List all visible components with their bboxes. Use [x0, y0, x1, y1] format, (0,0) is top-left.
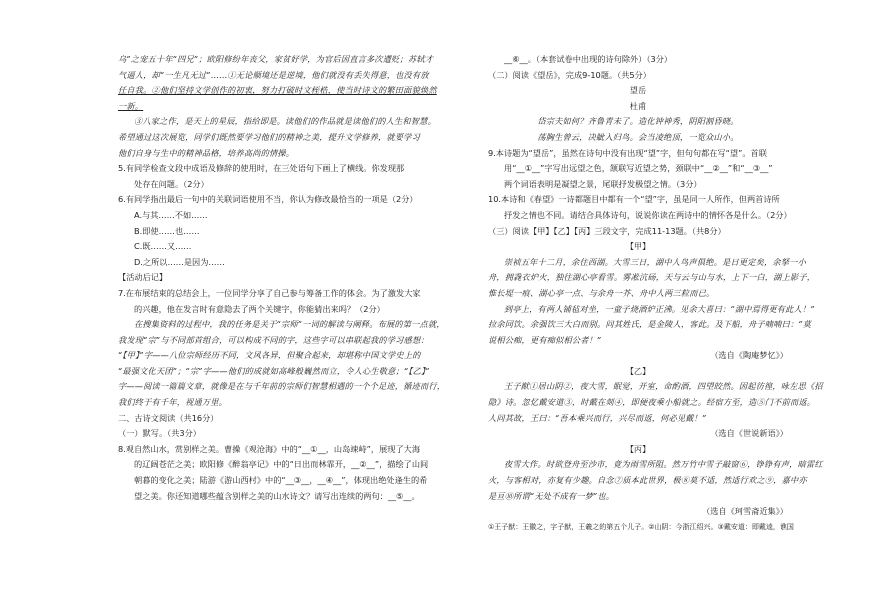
right-text-line: 隐》诗。忽忆戴安道③，时戴在剡④，即便夜乘小船就之。经宿方至，造⑤门不前而返。: [488, 397, 816, 408]
right-text-line: 是亘⑩所谓“无处不成有一梦”也。: [488, 490, 615, 501]
left-text-line: 乌”之宠五十年“四兄”；欧阳修纷年丧父，家贫好学，为官后因直言多次遭贬；苏轼才: [118, 54, 434, 64]
left-text-line: B.即使……也……: [134, 225, 200, 236]
right-text-line: 9.本诗题为“望岳”，虽然在诗句中没有出现“望”字，但句句都在写“望”。首联: [488, 147, 767, 158]
left-text-line: A.与其……不如……: [134, 209, 208, 220]
right-column: [488, 52, 823, 535]
right-text-line: 崇祯五年十二月，余住西湖。大雪三日，湖中人鸟声俱绝。是日更定矣，余拏一小: [504, 256, 806, 267]
left-text-line: （一）默写。（共3分）: [118, 428, 201, 439]
right-text-line: （二）阅读《望岳》，完成9-10题。（共5分）: [488, 69, 651, 80]
right-text-line: 拉余同饮。余强饮三大白而别。问其姓氏，是金陵人，客此。及下船，舟子喃喃曰：“莫: [488, 319, 812, 330]
right-text-line: 望岳: [629, 85, 647, 96]
left-text-line: 望之美。你还知道哪些蕴含别样之美的山水诗文？请写出连续的两句：__⑤__。: [134, 490, 420, 501]
right-text-line: 【丙】: [625, 443, 651, 454]
left-text-line: 在搜集资料的过程中，我的任务是关于“宗师”一词的解读与阐释。布展的第一点就，: [134, 319, 445, 330]
left-text-line: 一新。: [118, 100, 144, 111]
left-text-line: 朝暮的变化之美；陆游《游山西村》中的“__③__，__④__”，体现出绝处逢生的希: [134, 475, 428, 486]
right-text-line: 10.本诗和《春望》一诗都题目中都有一个“望”字，虽是同一人所作，但两首诗所: [488, 194, 780, 205]
right-text-line: 杜甫: [629, 100, 647, 111]
right-text-line: （三）阅读【甲】【乙】【丙】三段文字，完成11-13题。（共8分）: [488, 225, 726, 236]
left-text-line: “【甲】”字——八位宗师经历不同，文风各异，但聚合起来，却堪称中国文学史上的: [118, 350, 421, 361]
left-text-line: 二、古诗文阅读（共16分）: [118, 412, 219, 423]
right-text-line: 惟长堤一痕、湖心亭一点、与余舟一芥、舟中人两三粒而已。: [488, 287, 715, 298]
left-text-line: C.既……又……: [134, 241, 192, 252]
left-text-line: 7.在布展结束的总结会上，一位同学分享了自己参与筹备工作的体会。为了激发大家: [118, 287, 421, 298]
right-text-line: 岱宗夫如何？齐鲁青未了。造化钟神秀，阴阳割昏晓。: [537, 116, 739, 127]
left-text-line: 我们终于有千年，视通万里。: [118, 397, 228, 408]
left-text-line: 的辽阔苍茫之美；欧阳修《醉翁亭记》中的“日出而林霏开，__②__”，描绘了山间: [134, 459, 429, 470]
left-column: [118, 52, 446, 504]
left-text-line: ③八家之作，是天上的星辰，指给即是。读他们的作品就是读他们的人生和智慧。: [134, 116, 436, 127]
left-text-line: 【活动后记】: [118, 272, 168, 283]
right-text-line: 抒发之情也不同。请结合具体诗句，说说你读在两诗中的情怀各是什么。（2分）: [504, 209, 792, 220]
right-text-line: 【甲】: [625, 241, 651, 252]
right-text-line: （选自《珂雪斋近集》）: [702, 506, 788, 517]
left-text-line: D.之所以……是因为……: [134, 256, 225, 267]
left-text-line: 字——阅读一篇篇文章，就像是在与千年前的宗师们智慧相遇的一个个足迹，循迹而行，: [118, 381, 446, 392]
right-text-line: 到亭上，有两人铺毡对坐，一童子烧酒炉正沸。见余大喜曰：“湖中焉得更有此人！”: [504, 303, 815, 314]
left-text-line: 希望通过这次展览，同学们既然要学习他们的精神之美，提升文学修养，就要学习: [118, 131, 420, 142]
right-text-line: 王子猷①居山阴②，夜大雪，眠觉，开室，命酌酒，四望皎然。因起彷徨，咏左思《招: [504, 381, 823, 392]
right-text-line: 荡胸生曾云，决眦入归鸟。会当凌绝顶，一览众山小。: [537, 131, 739, 142]
left-text-line: 6.有同学指出最后一句中的关联词语使用不当，你认为修改最恰当的一项是（2分）: [118, 194, 418, 205]
right-text-line: ①王子猷：王徽之，字子猷，王羲之的第五个儿子。②山阴：今浙江绍兴。③戴安道：即戴逵，谯国: [488, 522, 794, 531]
right-text-line: 两个词语表明是凝望之景，尾联抒发极望之情。（3分）: [504, 178, 702, 189]
left-text-line: “最强文化天团”；“宗”字——他们的成就如高峰般巍然而立，令人心生敬意；“【乙】”: [118, 365, 430, 376]
right-text-line: （选自《陶庵梦忆》）: [710, 350, 788, 361]
right-text-line: 人问其故，王曰：“吾本乘兴而行，兴尽而返，何必见戴！”: [488, 412, 707, 423]
right-text-line: 舟，拥毳衣炉火，独往湖心亭看雪。雾凇沆砀，天与云与山与水，上下一白，湖上影子，: [488, 272, 816, 283]
right-text-line: （选自《世说新语》）: [710, 428, 788, 439]
left-text-line: 我发现“宗”与不同部首组合，可以构成不同的字，这些字可以串联起我的学习感想：: [118, 334, 429, 345]
left-text-line: 处存在问题。（2分）: [134, 178, 209, 189]
right-text-line: 火，与客相对，亦复有少趣。自念⑦质本此世界，极⑧莫不适，然适行欢之⑨，嘉中亦: [488, 475, 807, 486]
left-text-line: 他们自身与生中的精神品格，培养高尚的情操。: [118, 147, 295, 158]
left-text-line: 5.有同学检查文段中成语及修辞的使用时，在三处语句下画上了横线。你发现那: [118, 163, 405, 174]
right-text-line: __⑥__。（本套试卷中出现的诗句除外）（3分）: [504, 54, 673, 64]
right-text-line: 说相公痴，更有痴似相公者！”: [488, 334, 602, 345]
right-text-line: 【乙】: [625, 365, 651, 376]
left-text-line: 8.观自然山水，赏别样之美。曹操《观沧海》中的“__①__，山岛竦峙”，展现了大海: [118, 443, 421, 454]
left-text-line: 气逼人，却“一生凡无过”……①无论顺境还是逆境，他们就没有丢失得意，也没有放: [118, 69, 429, 80]
left-text-line: 任自我。②他们坚持文学创作的初衷，努力打破时文桎梏，使当时诗文的繁田面貌焕然: [118, 85, 437, 96]
right-text-line: 夜雪大作。时欲登舟至沙市，竟为雨雪所阻。然万竹中雪子敲窗⑥，铮铮有声，暗雷红: [504, 459, 823, 470]
right-text-line: 用“__①__”字写出远望之色，颔联写近望之势，颈联中“__②__”和“__③__”: [504, 163, 773, 174]
left-text-line: 的兴趣，他在发言时有意隐去了两个关键字，你能猜出来吗？（2分）: [134, 303, 385, 314]
